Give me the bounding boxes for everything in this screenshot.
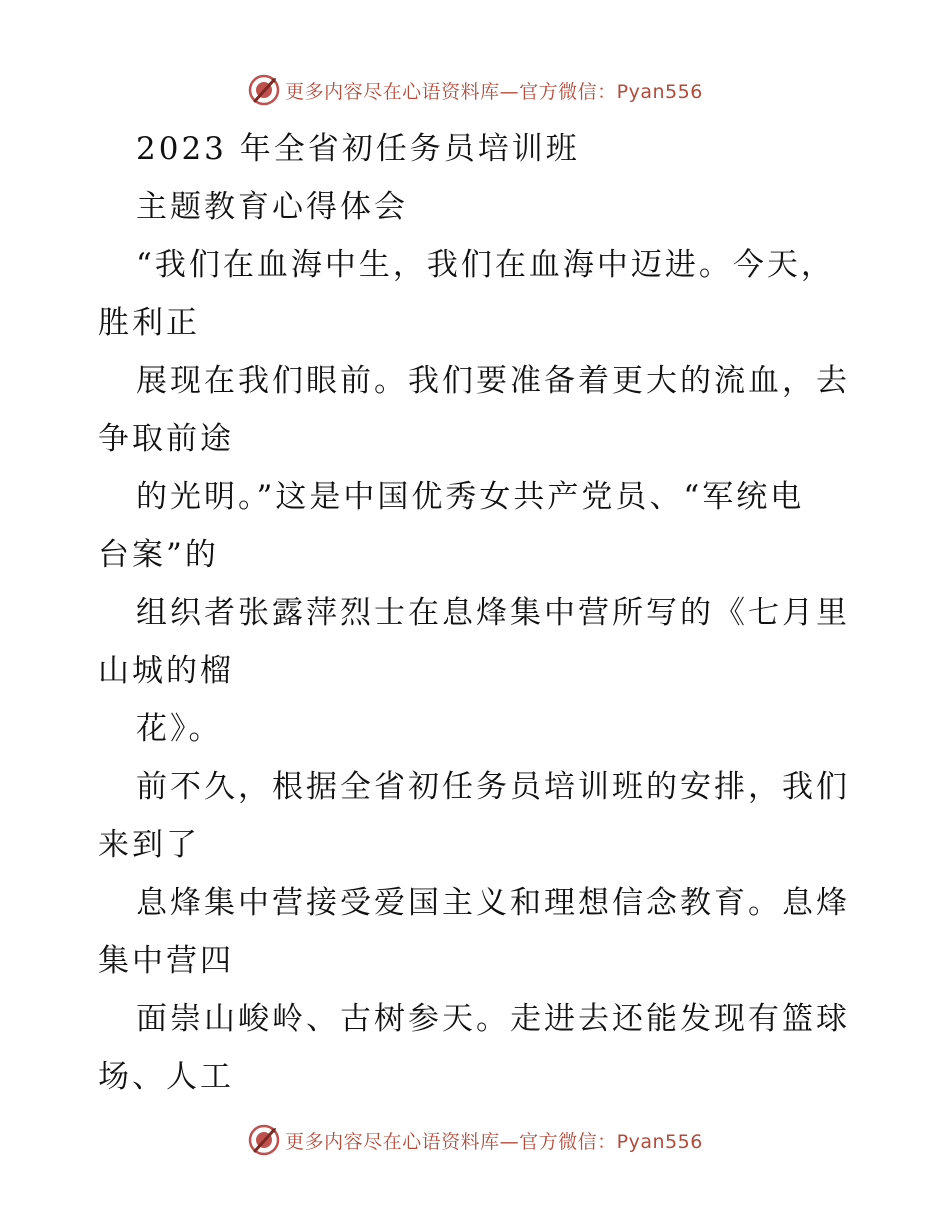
pen-logo-icon	[247, 1123, 281, 1157]
text-line: “我们在血海中生，我们在血海中迈进。今天，	[136, 247, 835, 283]
footer-watermark	[0, 1120, 950, 1160]
text-line: 山城的榴	[98, 653, 234, 689]
text-line: 息烽集中营接受爱国主义和理想信念教育。息烽	[136, 885, 850, 921]
text-line: 场、人工	[98, 1059, 234, 1095]
text-line: 台案”的	[98, 537, 219, 573]
document-body	[98, 120, 858, 1106]
text-line: 面崇山峻岭、古树参天。走进去还能发现有篮球	[136, 1001, 850, 1037]
text-line: 2023 年全省初任务员培训班	[136, 131, 580, 167]
text-line: 主题教育心得体会	[136, 189, 408, 225]
watermark-text: 更多内容尽在心语资料库—官方微信：Pyan556	[285, 80, 703, 103]
text-line: 组织者张露萍烈士在息烽集中营所写的《七月里	[136, 595, 850, 631]
watermark-text: 更多内容尽在心语资料库—官方微信：Pyan556	[285, 1130, 703, 1153]
text-line: 的光明。”这是中国优秀女共产党员、“军统电	[136, 479, 805, 515]
header-watermark	[0, 70, 950, 110]
pen-logo-icon	[247, 73, 281, 107]
text-line: 争取前途	[98, 421, 234, 457]
text-line: 前不久，根据全省初任务员培训班的安排，我们	[136, 769, 850, 805]
text-line: 花》。	[136, 711, 223, 747]
text-line: 展现在我们眼前。我们要准备着更大的流血，去	[136, 363, 850, 399]
text-line: 胜利正	[98, 305, 200, 341]
text-line: 来到了	[98, 827, 200, 863]
text-line: 集中营四	[98, 943, 234, 979]
